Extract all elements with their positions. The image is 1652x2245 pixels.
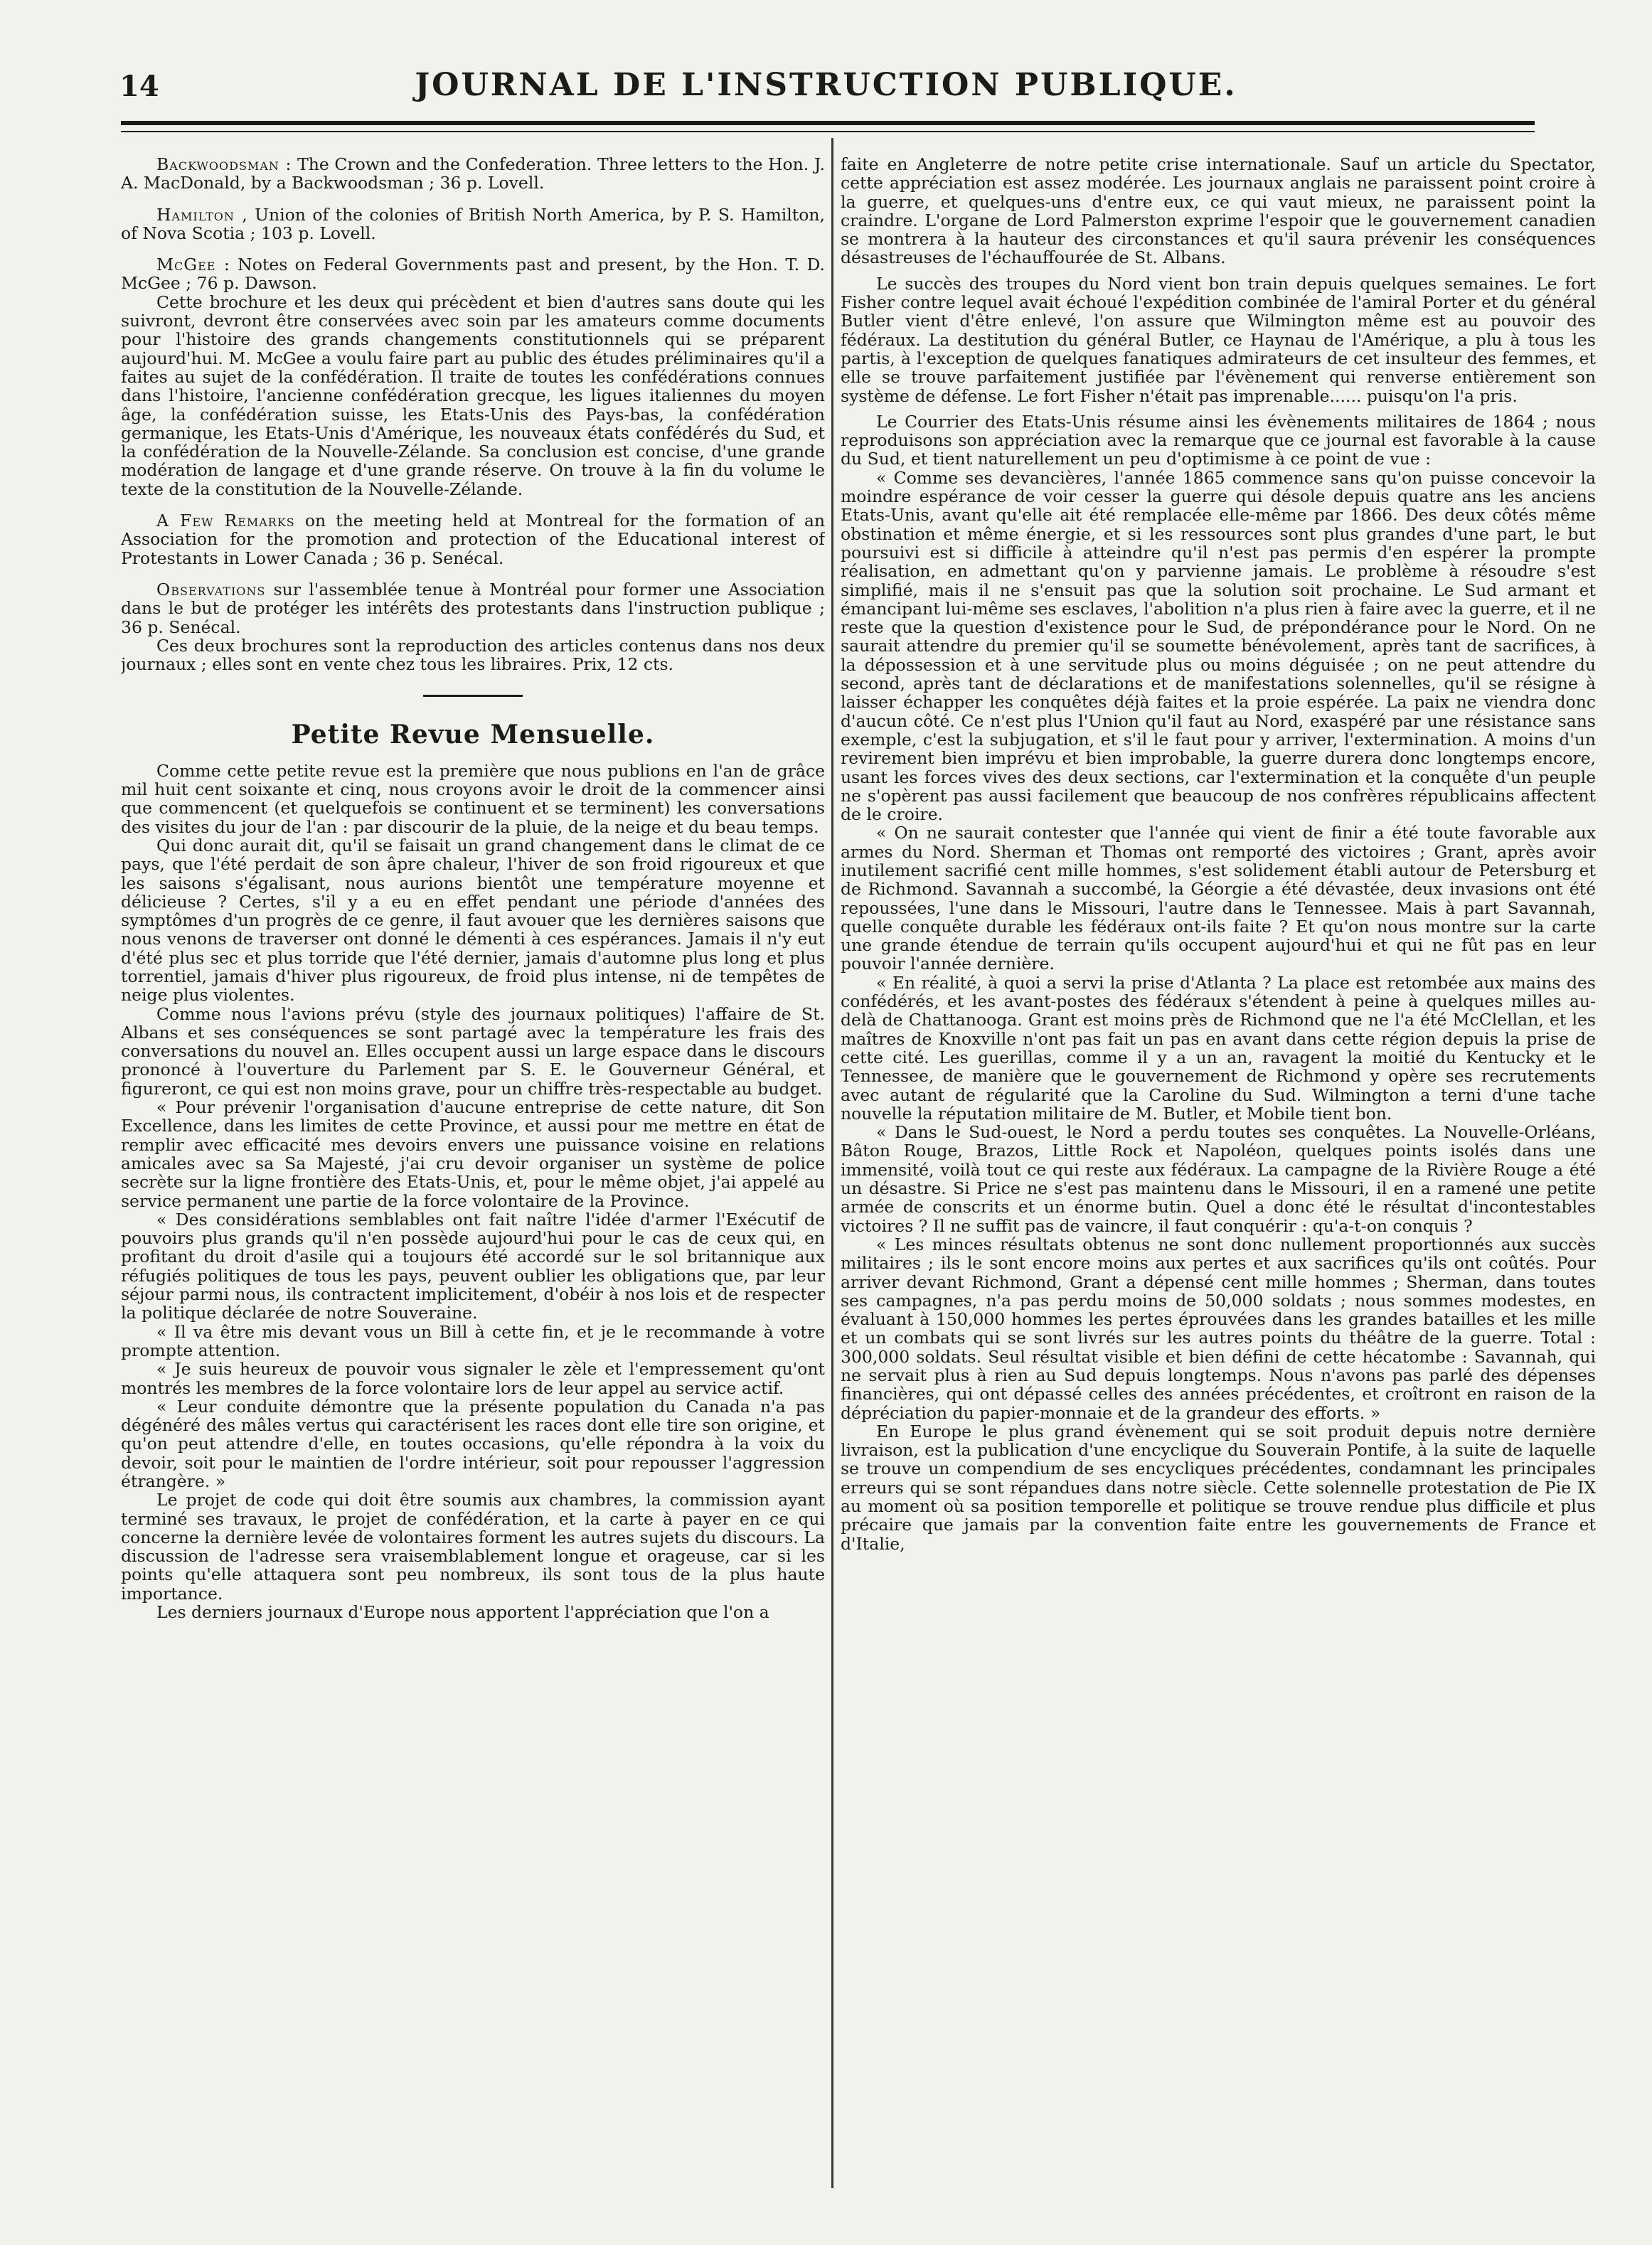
entry-lead: Observations — [156, 579, 266, 599]
journal-title: JOURNAL DE L'INSTRUCTION PUBLIQUE. — [415, 67, 1237, 103]
article-paragraph: faite en Angleterre de notre petite crise internationale. Sauf un article du Spectator, cette appréciation est assez modérée. Les journaux anglais ne paraissent point croire à la guerre, et quelques-uns d'entre eux, ce qui vaut mieux, ne paraissent point la craindre. L'organe de Lord Palmerston exprime l'espoir que le gouvernement canadien se montrera à la hauteur des circonstances et qu'il saura prévenir les conséquences désastreuses de l'échauffourée de St. Albans. — [841, 155, 1596, 268]
quote-paragraph: « Je suis heureux de pouvoir vous signaler le zèle et l'empressement qu'ont montrés les membres de la force volontaire lors de leur appel au service actif. — [121, 1359, 825, 1398]
article-paragraph: Le Courrier des Etats-Unis résume ainsi les évènements militaires de 1864 ; nous reproduisons son appréciation avec la remarque que ce journal est favorable à la cause du Sud, et tient naturellement un peu d'optimisme à ce point de vue : — [841, 411, 1596, 469]
bibliography-entry — [121, 155, 825, 193]
bibliography-entry — [121, 580, 825, 636]
entry-text: sur l'assemblée tenue à Montréal pour former une Association dans le but de protéger les intérêts des protestants dans l'instruction publique ; 36 p. Senécal. — [121, 579, 825, 637]
article-paragraph: Le projet de code qui doit être soumis aux chambres, la commission ayant terminé ses travaux, le projet de confédération, et la carte à payer en ce qui concerne la dernière levée de volontaires forment les autres sujets du discours. La discussion de l'adresse sera vraisemblablement longue et orageuse, car si les points qu'elle attaquera sont peu nombreux, ils sont tous de la plus haute importance. — [121, 1490, 825, 1604]
article-paragraph: Qui donc aurait dit, qu'il se faisait un grand changement dans le climat de ce pays, que l'été perdait de son âpre chaleur, l'hiver de son froid rigoureux et que les saisons s'égalisant, nous aurions bientôt une température moyenne et délicieuse ? Certes, s'il y a eu en effet pendant une période d'années des symptômes d'un progrès de ce genre, il faut avouer que les dernières saisons que nous venons de traverser ont donné le démenti à ces espérances. Jamais il n'y eut d'été plus sec et plus torride que l'été dernier, jamais d'automne plus long et plus torrentiel, jamais d'hiver plus rigoureux, de froid plus intense, ni de tempêtes de neige plus violentes. — [121, 835, 825, 1006]
quote-paragraph: « Des considérations semblables ont fait naître l'idée d'armer l'Exécutif de pouvoirs plus grands qu'il n'en possède aujourd'hui pour le cas de ceux qui, en profitant du droit d'asile qui a toujours été accordé sur le sol britannique aux réfugiés politiques de tous les pays, peuvent oublier les obligations que, par leur séjour parmi nous, ils contractent implicitement, d'obéir à nos lois et de respecter la politique déclarée de notre Souveraine. — [121, 1209, 825, 1323]
article-paragraph: Le succès des troupes du Nord vient bon train depuis quelques semaines. Le fort Fisher contre lequel avait échoué l'expédition combinée de l'amiral Porter et du général Butler vient d'être enlevé, l'on assure que Wilmington même est au pouvoir des fédéraux. La destitution du général Butler, ce Haynau de l'Amérique, a plu à tous les partis, à l'exception de quelques fanatiques admirateurs de cet insulteur des femmes, et elle se trouve parfaitement justifiée par l'évènement qui renverse entièrement son système de défense. Le fort Fisher n'était pas imprenable...... puisqu'on l'a pris. — [841, 273, 1596, 406]
left-column — [121, 155, 825, 2181]
quote-paragraph: « Dans le Sud-ouest, le Nord a perdu toutes ses conquêtes. La Nouvelle-Orléans, Bâton Rouge, Brazos, Little Rock et Napoléon, quelques points isolés dans une immensité, voilà tout ce qui reste aux fédéraux. La campagne de la Rivière Rouge a été un désastre. Si Price ne s'est pas maintenu dans le Missouri, il en a ramené une petite armée de conscrits et un énorme butin. Quel a donc été le résultat d'incontestables victoires ? Il ne suffit pas de vaincre, il faut conquérir : qu'a-t-on conquis ? — [841, 1122, 1596, 1236]
entry-text: Union of the colonies of British North America, by P. S. Hamilton, of Nova Scotia ; 103 p. Lovell. — [121, 204, 825, 243]
entry-text: on the meeting held at Montreal for the formation of an Association for the promotion and protection of the Educational interest of Protestants in Lower Canada ; 36 p. Senécal. — [121, 511, 825, 568]
quote-paragraph: « On ne saurait contester que l'année qui vient de finir a été toute favorable aux armes du Nord. Sherman et Thomas ont remporté des victoires ; Grant, après avoir inutilement sacrifié cent mille hommes, s'est solidement établi autour de Petersburg et de Richmond. Savannah a succombé, la Géorgie a été dévastée, deux invasions ont été repoussées, l'une dans le Missouri, l'autre dans le Tennessee. Mais à part Savannah, quelle conquête durable les fédéraux ont-ils faite ? Et qu'on nous montre sur la carte une grande étendue de terrain qu'ils occupent aujourd'hui et qui ne fût pas en leur pouvoir l'année dernière. — [841, 823, 1596, 974]
brochures-note: Ces deux brochures sont la reproduction des articles contenus dans nos deux journaux ; elles sont en vente chez tous les libraires. Prix, 12 cts. — [121, 635, 825, 675]
mcgee-note: Cette brochure et les deux qui précèdent et bien d'autres sans doute qui les suivront, devront être conservées avec soin par les amateurs comme documents pour l'histoire des grands changements constitutionnels qui se préparent aujourd'hui. M. McGee a voulu faire part au public des études préliminaires qu'il a faites au sujet de la confédération. Il traite de toutes les confédérations connues dans l'histoire, l'ancienne confédération grecque, les ligues italiennes du moyen âge, la confédération suisse, les Etats-Unis des Pays-bas, la confédération germanique, les Etats-Unis d'Amérique, les nouveaux états confédérés du Sud, et la confédération de la Nouvelle-Zélande. Sa conclusion est concise, d'une grande modération de langage et d'une grande réserve. On trouve à la fin du volume le texte de la constitution de la Nouvelle-Zélande. — [121, 292, 825, 499]
article-paragraph: Les derniers journaux d'Europe nous apportent l'appréciation que l'on a — [156, 1602, 769, 1623]
article-paragraph: Comme cette petite revue est la première que nous publions en l'an de grâce mil huit cent soixante et cinq, nous croyons avoir le droit de la commencer ainsi que commencent (et quelquefois se continuent et se terminent) les conversations des visites du jour de l'an : par discourir de la pluie, de la neige et du beau temps. — [121, 760, 825, 837]
masthead — [107, 65, 1545, 122]
quote-paragraph: « Pour prévenir l'organisation d'aucune entreprise de cette nature, dit Son Excellence, dans les limites de cette Province, et aussi pour me mettre en état de remplir avec efficacité mes devoirs envers une puissance voisine en relations amicales avec sa Sa Majesté, j'ai cru devoir organiser un système de police secrète sur la ligne frontière des Etats-Unis, et, pour le même objet, j'ai appelé au service permanent une partie de la force volontaire de la Province. — [121, 1097, 825, 1211]
right-column — [841, 155, 1596, 2181]
header-rule-thin — [121, 131, 1535, 132]
entry-lead: Backwoodsman : — [156, 155, 292, 174]
article-paragraph: Comme nous l'avions prévu (style des journaux politiques) l'affaire de St. Albans et ses conséquences se sont partagé avec la température les frais des conversations du nouvel an. Elles occupent aussi un large espace dans le discours prononcé à l'ouverture du Parlement par S. E. le Gouverneur Général, et figureront, ce qui est non moins grave, pour un chiffre très-respectable au budget. — [121, 1003, 825, 1099]
quote-paragraph: « Il va être mis devant vous un Bill à cette fin, et je le recommande à votre prompte attention. — [121, 1321, 825, 1360]
entry-lead: Hamilton , — [156, 204, 248, 225]
bibliography-entry — [121, 206, 825, 243]
entry-lead: A Few Remarks — [156, 511, 295, 531]
entry-lead: McGee : — [156, 255, 230, 275]
quote-paragraph: « Comme ses devancières, l'année 1865 commence sans qu'on puisse concevoir la moindre espérance de voir cesser la guerre qui désole depuis quatre ans les anciens Etats-Unis, avant qu'elle ait été remplacée elle-même par 1866. Des deux côtés même obstination et même énergie, et si les ressources sont plus grandes d'une part, le but poursuivi est si difficile à atteindre qu'il n'est pas permis d'en espérer la prompte réalisation, en admettant qu'on y parvienne jamais. Le problème à résoudre s'est simplifié, mais il ne s'ensuit pas que la solution soit prochaine. Le Sud armant et émancipant lui-même ses esclaves, l'abolition n'a plus rien à faire avec la guerre, et il ne reste que la question d'existence pour le Sud, de prépondérance pour le Nord. On ne saurait attendre du premier qu'il se soumette bénévolement, après tant de sacrifices, à la dépossession et à une servitude plus ou moins déguisée ; on ne peut attendre du second, après tant de déclarations et de manifestations solennelles, qu'il se résigne à laisser échapper les conquêtes déjà faites et la proie espérée. La paix ne viendra donc d'aucun côté. Ce n'est plus l'Union qu'il faut au Nord, exaspéré par une résistance sans exemple, c'est la subjugation, et s'il le faut pour y arriver, l'extermination. A moins d'un revirement bien imprévu et bien improbable, la guerre durera donc longtemps encore, usant les forces vives des deux sections, car l'extermination et la conquête d'un peuple ne s'opèrent pas aussi facilement que beaucoup de nos confrères républicains affectent de le croire. — [841, 467, 1596, 825]
entry-text: The Crown and the Confederation. Three letters to the Hon. J. A. MacDonald, by a Backwoodsman ; 36 p. Lovell. — [121, 155, 825, 193]
page-number: 14 — [119, 70, 159, 103]
bibliography-entry — [121, 255, 825, 293]
section-separator — [423, 695, 523, 697]
header-rule-thick — [121, 121, 1535, 125]
quote-paragraph: « Les minces résultats obtenus ne sont donc nullement proportionnés aux succès militaires ; ils le sont encore moins aux pertes et aux sacrifices qu'ils ont coûtés. Pour arriver devant Richmond, Grant a dépensé cent mille hommes ; Sherman, dans toutes ses campagnes, n'a pas perdu moins de 50,000 soldats ; nous sommes modestes, en évaluant à 150,000 hommes les pertes éprouvées dans les grandes batailles et les mille et un combats qui se sont livrés sur les autres points du théâtre de la guerre. Total : 300,000 soldats. Seul résultat visible et bien défini de cette hécatombe : Savannah, qui ne servait plus à rien au Sud depuis longtemps. Nous n'avons pas parlé des dépenses financières, qui ont dépassé celles des années précédentes, et croîtront en raison de la dépréciation du papier-monnaie et de la grandeur des efforts. » — [841, 1234, 1596, 1423]
quote-paragraph: « Leur conduite démontre que la présente population du Canada n'a pas dégénéré des mâles vertus qui caractérisent les races dont elle tire son origine, et qu'on peut attendre d'elle, en toutes occasions, qu'elle répondra à la voix du devoir, soit pour le maintien de l'ordre intérieur, soit pour repousser l'aggression étrangère. » — [121, 1396, 825, 1491]
column-divider — [831, 138, 833, 2188]
quote-paragraph: « En réalité, à quoi a servi la prise d'Atlanta ? La place est retombée aux mains des confédérés, et les avant-postes des fédéraux s'étendent à peine à quelques milles au-delà de Chattanooga. Grant est moins près de Richmond que ne l'a été McClellan, et les maîtres de Knoxville n'ont pas fait un pas en avant dans cette région depuis la prise de cette cité. Les guerillas, comme il y a un an, ravagent la moitié du Kentucky et le Tennessee, de manière que le gouvernement de Richmond y opère ses recrutements avec autant de régularité que la Caroline du Sud. Wilmington a terni d'une tache nouvelle la réputation militaire de M. Butler, et Mobile tient bon. — [841, 972, 1596, 1124]
article-paragraph: En Europe le plus grand évènement qui se soit produit depuis notre dernière livraison, est la publication d'une encyclique du Souverain Pontife, à la suite de laquelle se trouve un compendium de ses encycliques précédentes, condamnant les principales erreurs qui se sont répandues dans notre siècle. Cette solennelle protestation de Pie IX au moment où sa position temporelle et politique se trouve rendue plus difficile et plus précaire que jamais par la convention faite entre les gouvernements de France et d'Italie, — [841, 1421, 1596, 1554]
entry-text: Notes on Federal Governments past and present, by the Hon. T. D. McGee ; 76 p. Dawson. — [121, 255, 825, 294]
section-title: Petite Revue Mensuelle. — [291, 720, 655, 750]
bibliography-entry — [121, 511, 825, 567]
